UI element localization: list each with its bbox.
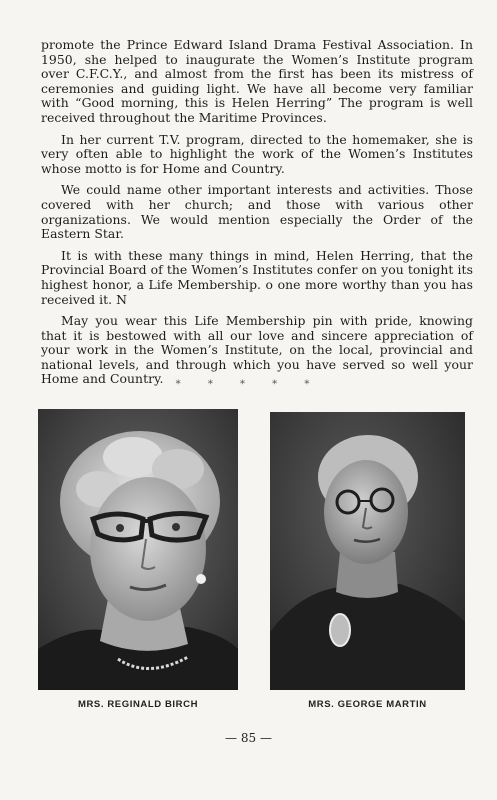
portrait-photo-birch: [38, 409, 238, 690]
paragraph-4: It is with these many things in mind, Helen Herring, that the Provincial Board of the Women’s Institutes confer on you tonight its highest honor, a Life Membership. o one more worthy than you has received it. N: [41, 247, 473, 307]
paragraph-3: We could name other important interests and activities. Those covered with her church; and those with various other organizations. We would mention especially the Order of the Eastern Star.: [41, 182, 473, 242]
section-separator: * * * * *: [175, 379, 322, 390]
page-number: — 85 —: [225, 731, 272, 745]
body-text: [41, 38, 473, 394]
photo-caption-birch: MRS. REGINALD BIRCH: [77, 699, 199, 710]
portrait-photo-martin: [270, 412, 465, 690]
paragraph-5: May you wear this Life Membership pin with pride, knowing that it is bestowed with all our love and sincere appreciation of your work in the Women’s Institute, on the local, provincial and national levels, and through which you have served so well your Home and Country.: [41, 313, 473, 387]
paragraph-1: promote the Prince Edward Island Drama Festival Association. In 1950, she helped to inaugurate the Women’s Institute program over C.F.C.Y., and almost from the first has been its mistress of ceremonies and guiding light. We have all become very familiar with “Good morning, this is Helen Herring” The program is well received throughout the Maritime Provinces.: [41, 37, 473, 125]
portrait-birch-image: [38, 409, 238, 690]
paragraph-2: In her current T.V. program, directed to the homemaker, she is very often able to highlight the work of the Women’s Institutes whose motto is for Home and Country.: [41, 131, 473, 176]
portrait-martin-image: [270, 412, 465, 690]
photo-caption-martin: MRS. GEORGE MARTIN: [308, 699, 427, 710]
